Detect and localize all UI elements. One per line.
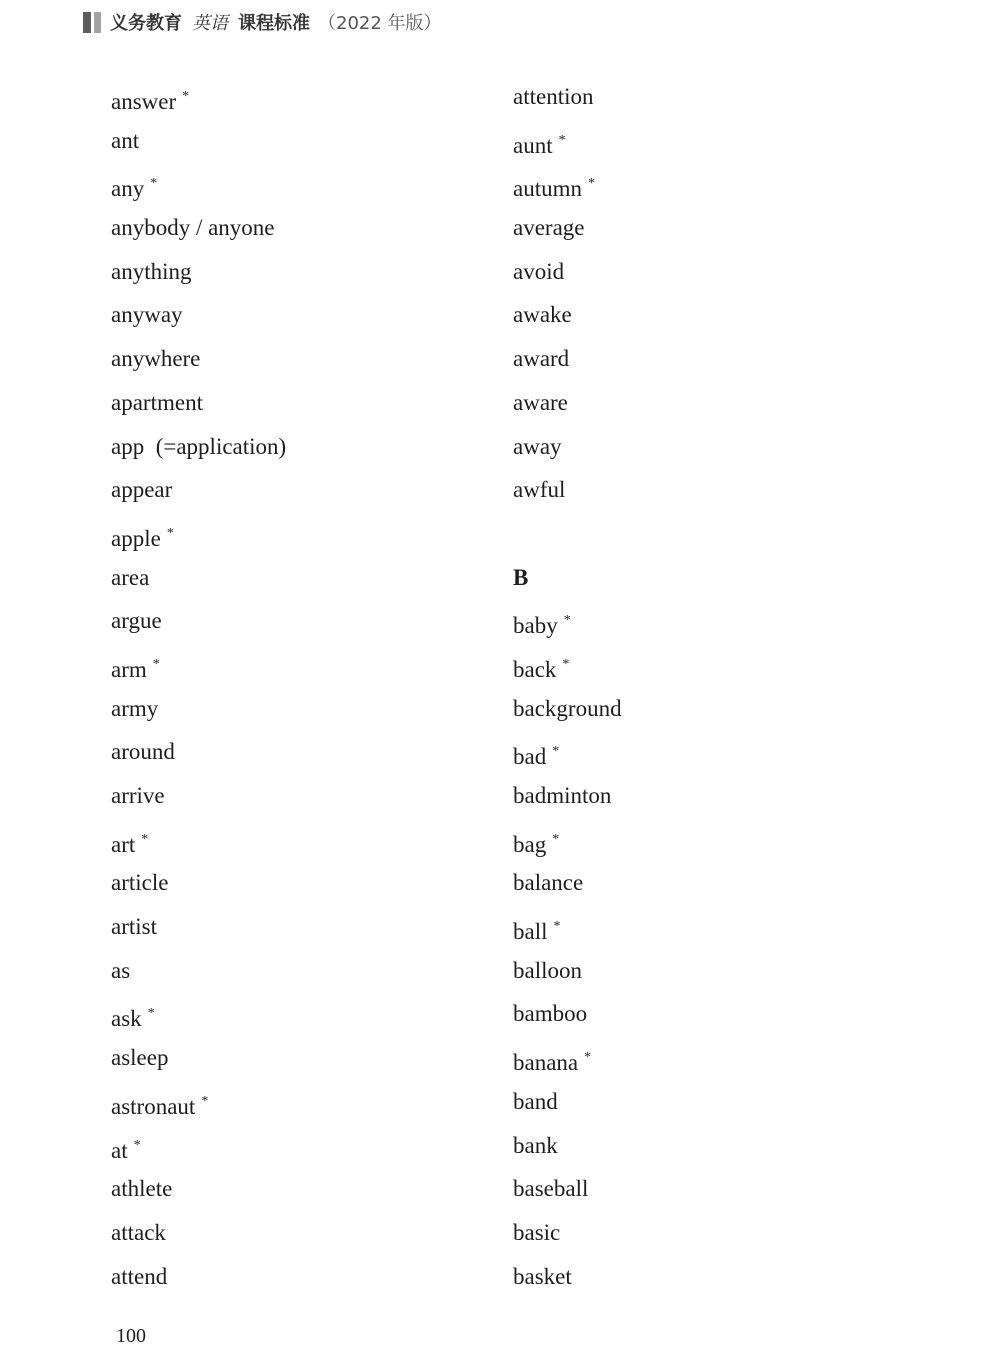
word-entry: [111, 774, 286, 818]
entry-word: attack: [111, 1219, 166, 1245]
word-entry: [513, 818, 622, 862]
entry-word: ball: [513, 919, 548, 945]
word-column: [111, 75, 286, 1298]
word-entry: [111, 293, 286, 337]
word-entry: [513, 1211, 622, 1255]
asterisk-mark: *: [563, 613, 571, 629]
word-entry: [513, 687, 622, 731]
word-entry: [111, 468, 286, 512]
entry-word: band: [513, 1088, 558, 1114]
entry-word: at: [111, 1137, 128, 1163]
word-entry: [513, 730, 622, 774]
word-entry: [513, 1255, 622, 1299]
entry-word: banana: [513, 1050, 579, 1076]
entry-word: bank: [513, 1132, 558, 1158]
asterisk-mark: *: [562, 656, 570, 672]
word-entry: [111, 1036, 286, 1080]
entry-word: awful: [513, 477, 566, 503]
word-entry: [513, 1080, 622, 1124]
entry-word: anybody / anyone: [111, 215, 275, 241]
word-entry: [513, 206, 622, 250]
word-entry: [513, 1167, 622, 1211]
word-entry: [111, 425, 286, 469]
entry-word: asleep: [111, 1045, 169, 1071]
page-number: 100: [116, 1325, 146, 1347]
word-entry: [513, 1124, 622, 1168]
word-entry: [111, 1167, 286, 1211]
entry-word: background: [513, 695, 622, 721]
word-column: [513, 75, 622, 1298]
word-entry: [513, 381, 622, 425]
word-entry: [111, 337, 286, 381]
word-entry: [513, 468, 622, 512]
word-entry: [513, 425, 622, 469]
entry-word: ask: [111, 1006, 142, 1032]
entry-word: any: [111, 176, 145, 202]
word-entry: [111, 687, 286, 731]
word-entry: [513, 905, 622, 949]
entry-word: astronaut: [111, 1093, 196, 1119]
entry-word: aunt: [513, 132, 553, 158]
entry-word: basket: [513, 1263, 572, 1289]
header-bar-dark: [83, 12, 91, 33]
entry-word: area: [111, 564, 150, 590]
word-entry: [513, 119, 622, 163]
entry-word: basic: [513, 1219, 561, 1245]
entry-word: arrive: [111, 783, 165, 808]
entry-word: balance: [513, 870, 584, 896]
entry-word: athlete: [111, 1176, 173, 1202]
entry-word: answer: [111, 89, 177, 114]
word-entry: [513, 992, 622, 1036]
word-entry: [111, 75, 286, 119]
entry-word: balloon: [513, 957, 582, 983]
word-entry: [513, 250, 622, 294]
word-entry: [513, 774, 622, 818]
entry-word: attention: [513, 84, 594, 109]
asterisk-mark: *: [201, 1093, 209, 1109]
word-entry: [111, 643, 286, 687]
entry-word: bad: [513, 744, 547, 770]
entry-word: away: [513, 433, 562, 459]
header-series: 义务教育: [110, 13, 182, 34]
asterisk-mark: *: [166, 525, 174, 541]
entry-word: apartment: [111, 389, 203, 415]
entry-word: bag: [513, 831, 547, 857]
entry-word: app (=application): [111, 433, 287, 459]
word-entry: [111, 818, 286, 862]
word-entry: [111, 119, 286, 163]
entry-word: artist: [111, 914, 157, 940]
header-bar-icon: [83, 12, 101, 33]
word-entry: [111, 1080, 286, 1124]
word-entry: [111, 162, 286, 206]
entry-word: back: [513, 656, 557, 682]
entry-word: bamboo: [513, 1001, 588, 1027]
asterisk-mark: *: [588, 176, 595, 192]
entry-word: award: [513, 346, 570, 372]
entry-word: army: [111, 695, 159, 721]
word-entry: [111, 381, 286, 425]
word-entry: [111, 206, 286, 250]
word-entry: [111, 992, 286, 1036]
word-entry: [111, 730, 286, 774]
entry-word: baby: [513, 613, 558, 639]
entry-word: as: [111, 957, 131, 983]
entry-word: article: [111, 870, 169, 896]
entry-word: art: [111, 831, 136, 857]
word-entry: [513, 861, 622, 905]
word-entry: [513, 75, 622, 119]
word-entry: [513, 643, 622, 687]
word-entry: [513, 949, 622, 993]
entry-word: anywhere: [111, 346, 201, 372]
word-entry: [513, 293, 622, 337]
word-entry: [513, 337, 622, 381]
word-entry: [513, 162, 622, 206]
header-title: 课程标准: [238, 13, 310, 34]
asterisk-mark: *: [182, 89, 190, 104]
asterisk-mark: *: [152, 656, 160, 672]
header-edition: （2022 年版）: [318, 13, 442, 34]
section-heading: B: [513, 564, 529, 590]
word-entry: [111, 1211, 286, 1255]
entry-word: awake: [513, 302, 572, 328]
word-entry: [111, 905, 286, 949]
entry-word: baseball: [513, 1176, 589, 1202]
entry-word: average: [513, 215, 585, 241]
word-entry: [111, 1255, 286, 1299]
entry-word: autumn: [513, 176, 582, 202]
word-entry: [111, 1124, 286, 1168]
entry-word: aware: [513, 389, 568, 415]
entry-word: avoid: [513, 258, 565, 284]
entry-word: arm: [111, 656, 147, 682]
asterisk-mark: *: [584, 1050, 592, 1066]
asterisk-mark: *: [133, 1137, 141, 1153]
entry-word: attend: [111, 1263, 168, 1289]
asterisk-mark: *: [150, 176, 158, 192]
entry-word: argue: [111, 608, 162, 634]
asterisk-mark: *: [552, 831, 560, 847]
word-entry: [513, 1036, 622, 1080]
running-header: [83, 10, 442, 34]
asterisk-mark: *: [552, 744, 560, 760]
word-entry: [111, 599, 286, 643]
asterisk-mark: *: [553, 919, 561, 935]
header-subject: 英语: [192, 13, 228, 34]
entry-word: appear: [111, 477, 173, 503]
word-entry: [111, 250, 286, 294]
asterisk-mark: *: [558, 132, 566, 148]
entry-word: anyway: [111, 302, 183, 328]
header-bar-light: [94, 12, 101, 33]
word-entry: [513, 599, 622, 643]
word-entry: [111, 556, 286, 600]
entry-word: badminton: [513, 783, 612, 808]
word-entry: [111, 512, 286, 556]
asterisk-mark: *: [141, 831, 149, 847]
entry-word: apple: [111, 525, 161, 551]
entry-word: around: [111, 739, 175, 765]
entry-word: anything: [111, 258, 192, 284]
entry-word: ant: [111, 127, 140, 153]
word-entry: [111, 861, 286, 905]
word-entry: [111, 949, 286, 993]
asterisk-mark: *: [147, 1006, 155, 1022]
